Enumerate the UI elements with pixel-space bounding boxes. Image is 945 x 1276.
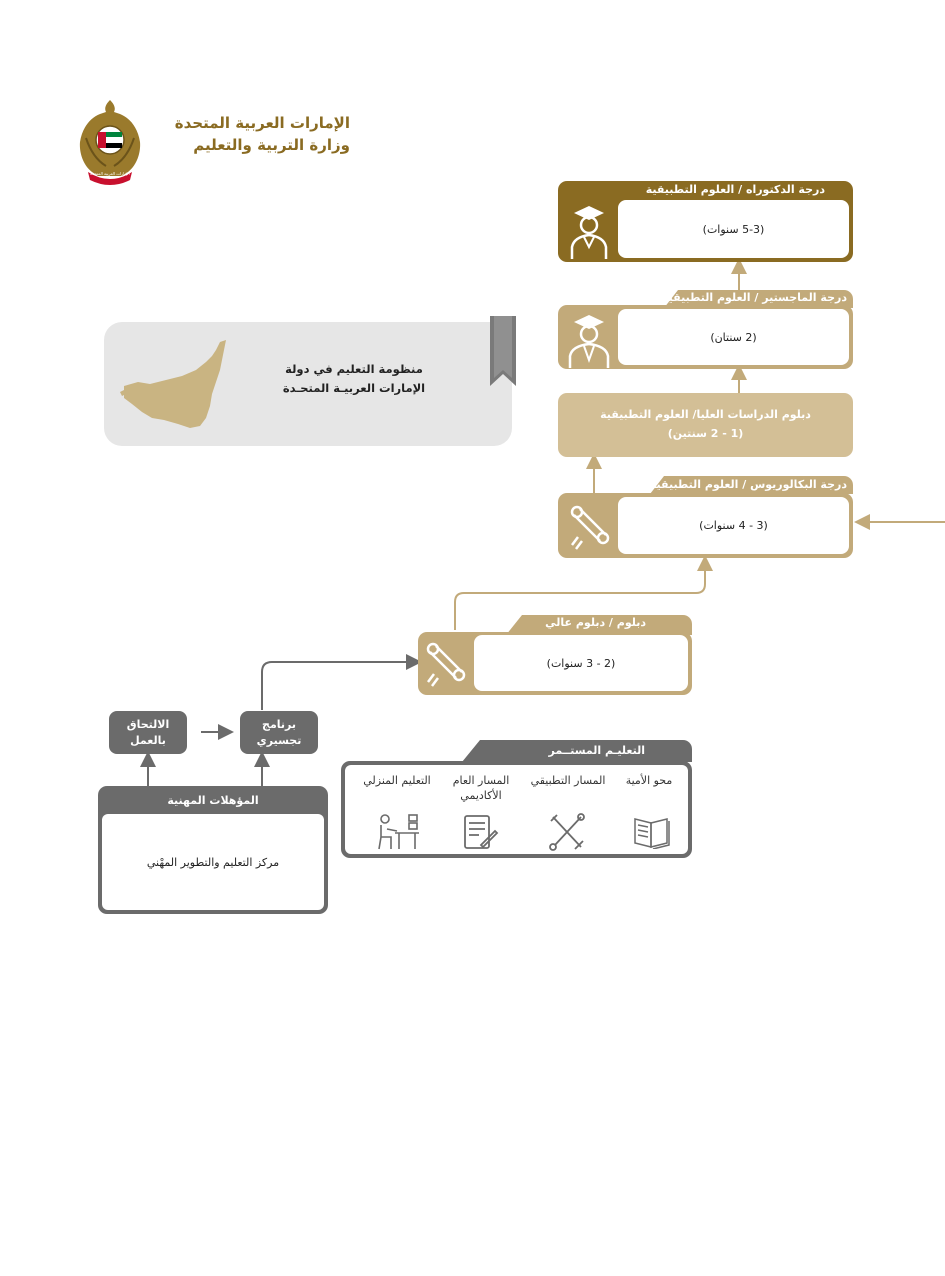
diploma-tab-label: دبلوم / دبلوم عالي [545, 616, 646, 629]
tools-icon [547, 813, 587, 851]
employment-line2: بالعمل [130, 733, 166, 747]
diploma-card [418, 616, 692, 695]
bridge-line2: تجسيري [256, 733, 302, 747]
doctorate-duration: (5-3 سنوات) [618, 200, 849, 258]
vocational-qualifications-card [98, 786, 328, 914]
employment-box [109, 711, 187, 754]
continuing-inner-panel [345, 765, 688, 854]
employment-line1: الالتحاق [126, 717, 170, 731]
doctorate-tab-label: درجة الدكتوراه / العلوم التطبيقية [645, 183, 825, 196]
graduate-woman-icon [564, 201, 614, 259]
master-duration: (2 سنتان) [618, 309, 849, 365]
uae-map-icon [116, 336, 228, 432]
postgrad-diploma-card [558, 393, 853, 457]
postgrad-diploma-line2: (1 - 2 سنتين) [667, 427, 744, 440]
master-tab-label: درجة الماجستير / العلوم التطبيقية [662, 291, 847, 304]
diploma-duration: (2 - 3 سنوات) [474, 635, 688, 691]
diploma-scroll-icon [564, 501, 614, 551]
path-home-label: التعليم المنزلي [363, 774, 431, 787]
continuing-title: التعليـم المستــمر [548, 744, 645, 757]
bridge-program-box [240, 711, 318, 754]
path-academic-label: المسار العام الأكاديمي [452, 774, 510, 802]
diploma-scroll-icon [420, 638, 470, 688]
emblem-caption: الإمارات العربية المتحدة [90, 171, 130, 176]
ministry-name-line1: الإمارات العربية المتحدة [174, 114, 350, 132]
ministry-name-line2: وزارة التربية والتعليم [193, 136, 350, 154]
bachelor-duration: (3 - 4 سنوات) [618, 497, 849, 554]
ministry-emblem [76, 98, 144, 186]
bachelor-card [558, 478, 853, 558]
education-system-banner [104, 322, 512, 446]
book-icon [631, 813, 671, 849]
doctorate-card [558, 181, 853, 262]
master-card [558, 291, 853, 369]
continuing-education-card [341, 761, 692, 858]
banner-title-line2: الإمارات العربيـة المتحـدة [282, 381, 426, 395]
bookmark-ribbon-icon [490, 316, 516, 386]
banner-title-line1: منظومة التعليم في دولة [285, 362, 423, 376]
path-literacy-label: محو الأمية [625, 774, 673, 787]
vocational-qualifications-body: مركز التعليم والتطوير المهْني [102, 814, 324, 910]
bachelor-tab-label: درجة البكالوريوس / العلوم التطبيقية [649, 478, 847, 491]
bridge-line1: برنامج [262, 717, 296, 731]
graduate-man-icon [564, 310, 614, 368]
postgrad-diploma-line1: دبلوم الدراسات العليا/ العلوم التطبيقية [600, 408, 811, 421]
home-study-icon [375, 811, 421, 851]
arrow-bridge-to-diploma [262, 662, 414, 710]
path-applied-label: المسار التطبيقي [530, 774, 606, 787]
document-pen-icon [459, 813, 499, 851]
vocational-qualifications-title: المؤهلات المهنية [167, 794, 259, 807]
